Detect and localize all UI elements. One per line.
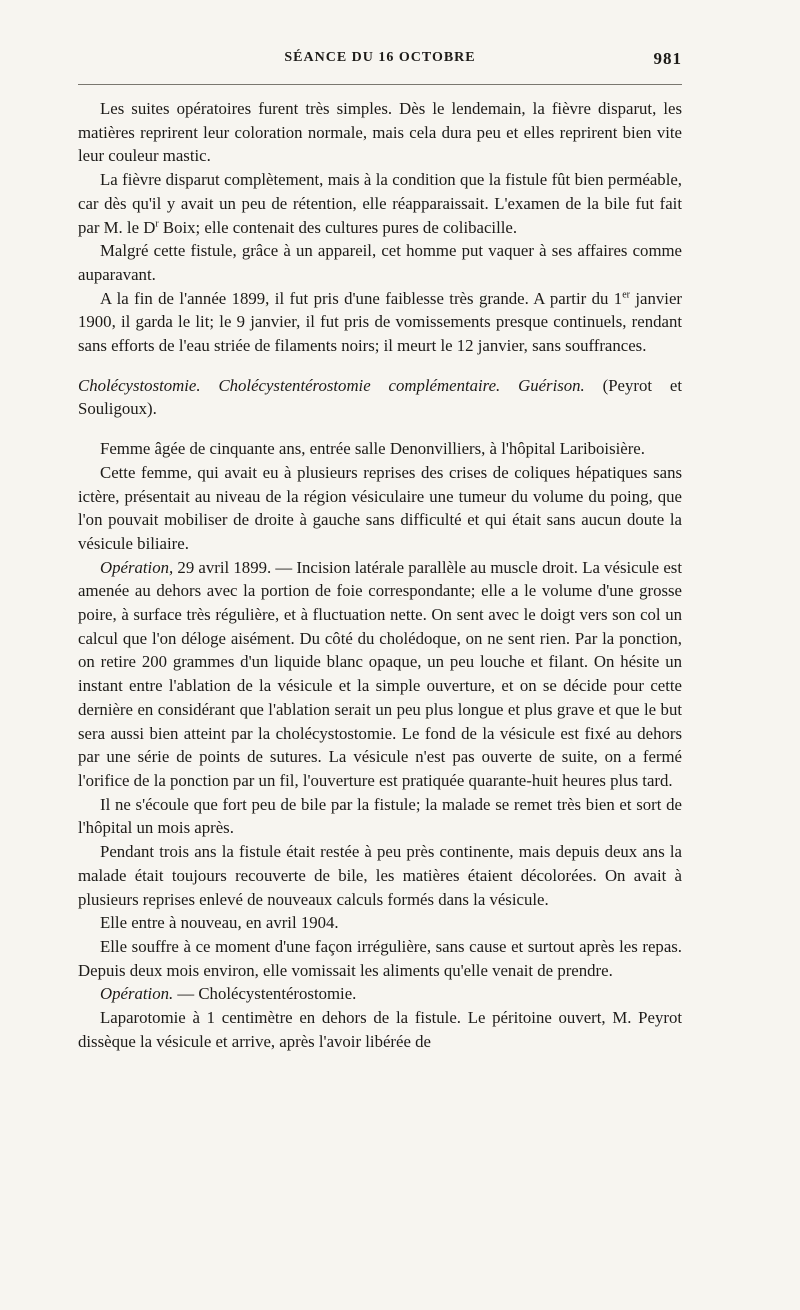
running-title: SÉANCE DU 16 OCTOBRE: [284, 50, 476, 65]
paragraph: Cette femme, qui avait eu à plusieurs reprises des crises de coliques hépatiques sans ictère, présentait au niveau de la région vésiculaire une tumeur du volume du poing, que l'on pouvait mobiliser de droite à gauche sans difficulté et qui était sans aucun doute la vésicule biliaire.: [78, 462, 682, 553]
document-page: [78, 50, 682, 1053]
paragraph: Malgré cette fistule, grâce à un appareil, cet homme put vaquer à ses affaires comme auparavant.: [78, 241, 682, 284]
header-rule: [78, 84, 682, 85]
paragraph: Elle entre à nouveau, en avril 1904.: [100, 913, 339, 933]
case-title: Cholécystostomie. Cholécystentérostomie complémentaire. Guérison.: [78, 375, 585, 395]
operation-label: Opération.: [100, 984, 174, 1004]
paragraph: La fièvre disparut complètement, mais à la condition que la fistule fût bien perméable, car dès qu'il y avait un peu de rétention, elle réapparaissait. L'examen de la bile fut fait par M. le $D^r$ Boix; elle contenait des cultures pures de colibacille.: [78, 170, 682, 237]
paragraph: Pendant trois ans la fistule était restée à peu près continente, mais depuis deux ans la malade était toujours recouverte de bile, les matières étaient décolorées. On avait à plusieurs reprises enlevé de nouveaux calculs formés dans la vésicule.: [78, 842, 682, 909]
operation-label: Opération,: [100, 557, 174, 577]
paragraph: Opération, 29 avril 1899. — Incision latérale parallèle au muscle droit. La vésicule est amenée au dehors avec la portion de foie correspondante; elle a le volume d'une grosse poire, à surface très régulière, et à fluctuation nette. On sent avec le doigt vers son col un calcul que l'on déloge aisément. Du côté du cholédoque, on ne sent rien. Par la ponction, on retire 200 grammes d'un liquide blanc opaque, un peu louche et filant. On hésite un instant entre l'ablation de la vésicule et la simple ouverture, et on se décide pour cette dernière en considérant que l'ablation serait un peu plus longue et plus grave et que le but sera aussi bien atteint par la cholécystostomie. Le fond de la vésicule est fixé au dehors par une série de points de sutures. La vésicule n'est pas ouverte de suite, on a fermé l'orifice de la ponction par un fil, l'ouverture est pratiquée quarante-huit heures plus tard.: [78, 557, 682, 790]
paragraph: Il ne s'écoule que fort peu de bile par la fistule; la malade se remet très bien et sort de l'hôpital un mois après.: [78, 794, 682, 838]
paragraph: Opération. — Cholécystentérostomie.: [100, 984, 357, 1004]
page-header: [78, 50, 682, 74]
paragraph: Les suites opératoires furent très simples. Dès le lendemain, la fièvre disparut, les matières reprirent leur coloration normale, mais cela dura peu et elles reprirent bien vite leur couleur mastic.: [78, 99, 682, 166]
paragraph: Femme âgée de cinquante ans, entrée salle Denonvilliers, à l'hôpital Lariboisière.: [100, 439, 645, 459]
case-authors: (Peyrot et Souligoux).: [78, 375, 682, 419]
case-heading: [78, 374, 682, 421]
page-number: 981: [653, 49, 682, 68]
paragraph: A la fin de l'année 1899, il fut pris d'une faiblesse très grande. A partir du 1er janvier 1900, il garda le lit; le 9 janvier, il fut pris de vomissements presque continuels, rendant sans efforts de l'eau striée de filaments noirs; il meurt le 12 janvier, sans souffrances.: [78, 288, 682, 356]
paragraph: Laparotomie à 1 centimètre en dehors de la fistule. Le péritoine ouvert, M. Peyrot dissèque la vésicule et arrive, après l'avoir libérée de: [78, 1008, 682, 1051]
paragraph: Elle souffre à ce moment d'une façon irrégulière, sans cause et surtout après les repas. Depuis deux mois environ, elle vomissait les aliments qu'elle venait de prendre.: [78, 936, 682, 980]
